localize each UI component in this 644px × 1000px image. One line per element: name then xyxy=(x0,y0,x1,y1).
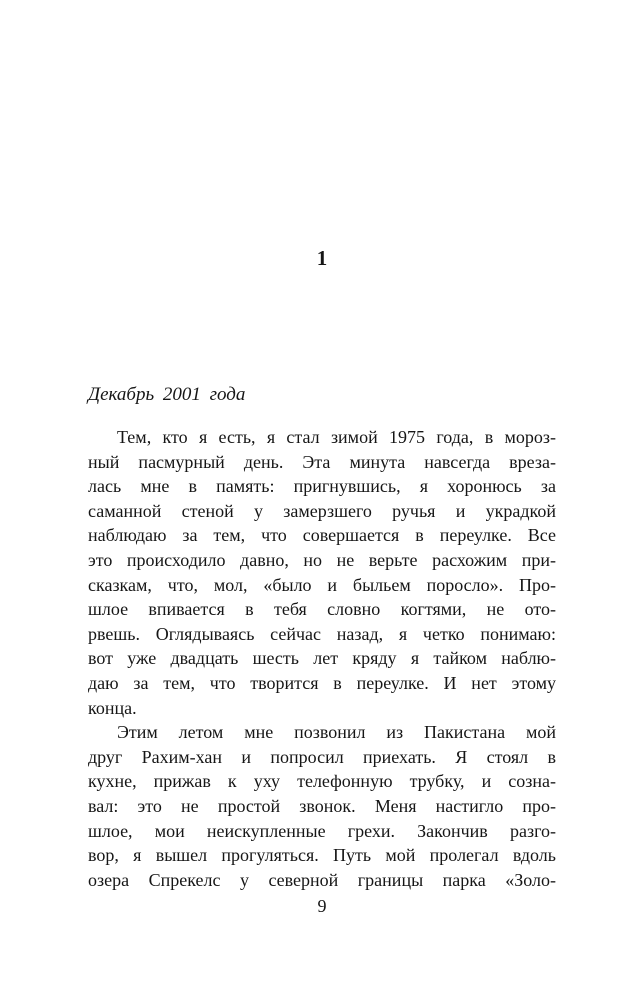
body-text xyxy=(88,425,556,892)
chapter-number: 1 xyxy=(316,246,328,270)
paragraph: Тем, кто я есть, я стал зимой 1975 года, в мороз- ный пасмурный день. Эта минута навсегда вреза- лась мне в память: пригнувшись, я хоронюсь за саманной стеной у замерзшего ручья и украдкой наблюдаю за тем, что совершается в переулке. Все это происходило давно, но не верьте расхожим при- сказкам, что, мол, «было и быльем поросло». Про- шлое впивается в тебя словно когтями, не ото- рвешь. Оглядываясь сейчас назад, я четко понимаю: вот уже двадцать шесть лет кряду я тайком наблю- даю за тем, что творится в переулке. И нет этому конца. xyxy=(88,427,556,718)
paragraph: Этим летом мне позвонил из Пакистана мой друг Рахим-хан и попросил приехать. Я стоял в кухне, прижав к уху телефонную трубку, и созна- вал: это не простой звонок. Меня настигло про- шлое, мои неискупленные грехи. Закончив разго- вор, я вышел прогуляться. Путь мой пролегал вдоль озера Спрекелс у северной границы парка «Золо- xyxy=(88,722,556,890)
page-number: 9 xyxy=(317,896,327,916)
date-heading: Декабрь 2001 года xyxy=(88,384,246,405)
